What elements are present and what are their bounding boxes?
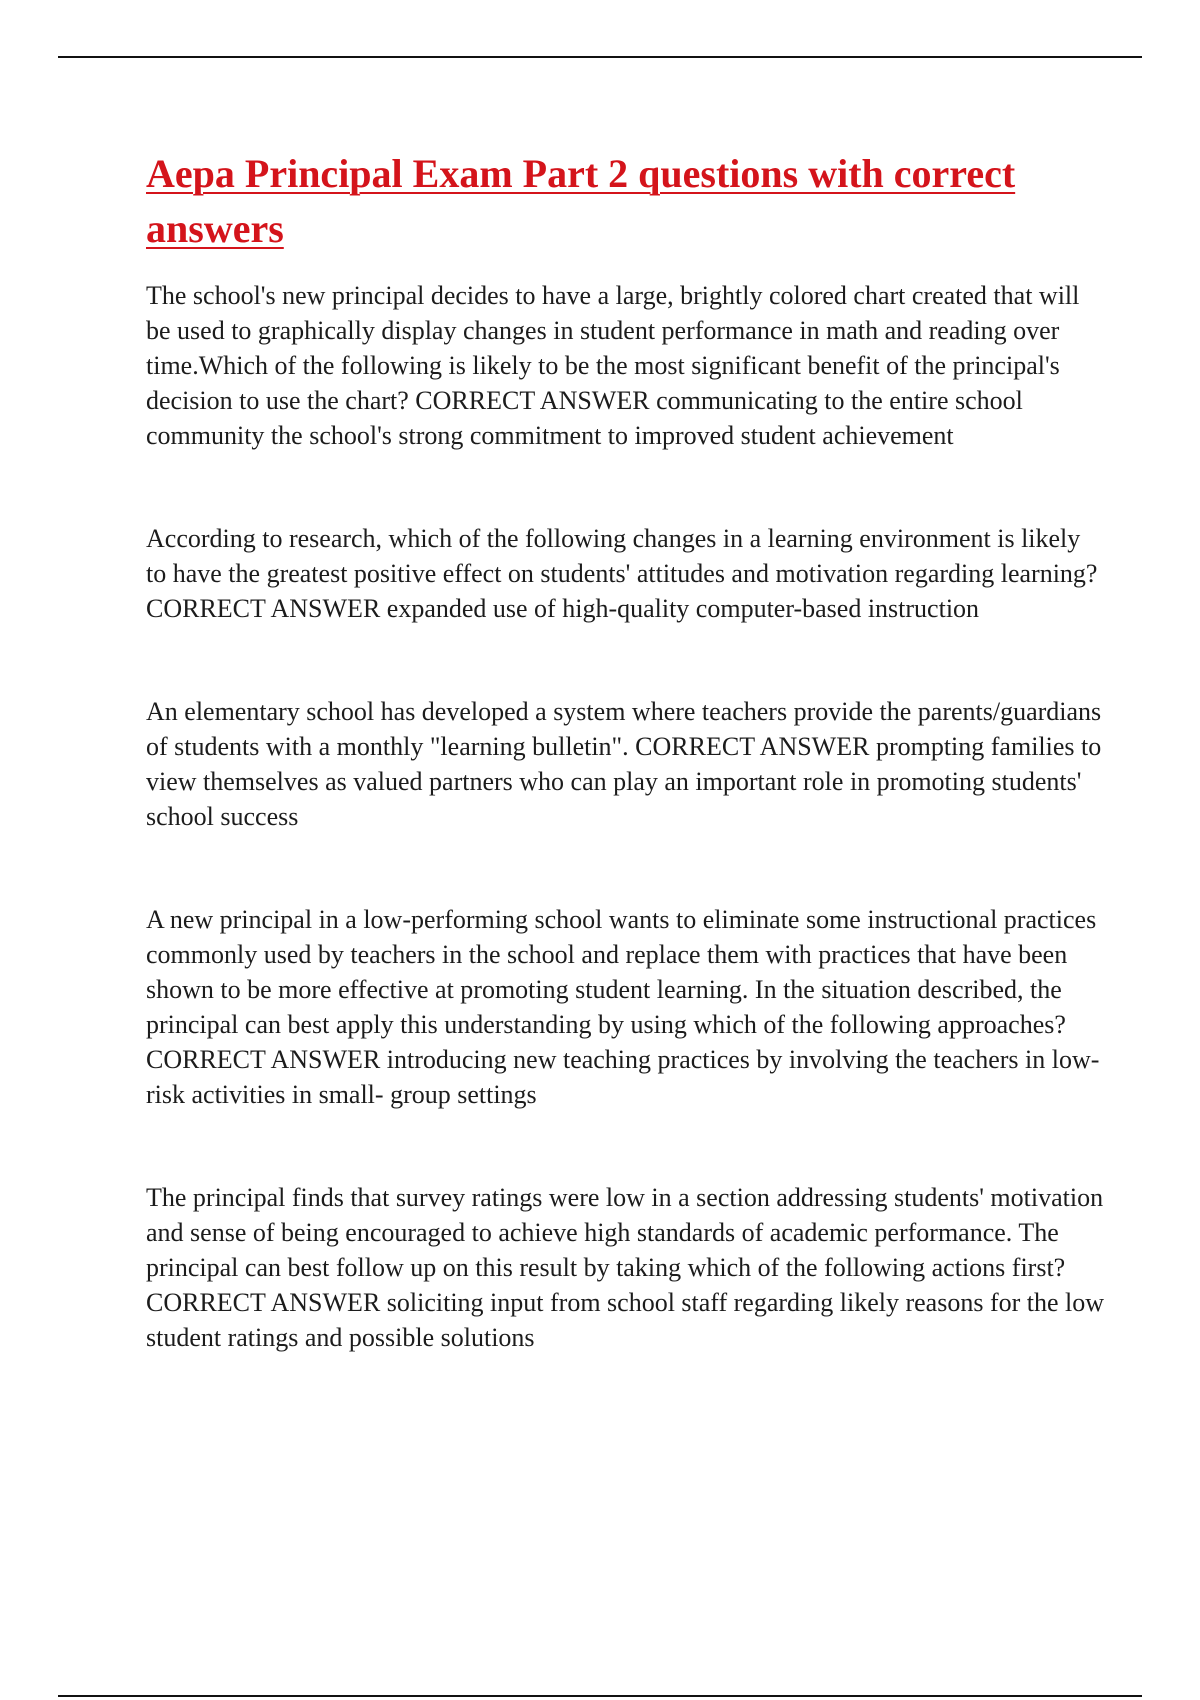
bottom-rule	[58, 1695, 1142, 1697]
top-rule	[58, 56, 1142, 58]
qa-entry-5: The principal finds that survey ratings were low in a section addressing students' motivation and sense of being encouraged to achieve high standards of academic performance. The principal can best follow up on this result by taking which of the following actions first? CORRECT ANSWER soliciting input from school staff regarding likely reasons for the low student ratings and possible solutions	[146, 1183, 1105, 1352]
document-page	[146, 146, 1106, 1423]
qa-entry-4: A new principal in a low-performing school wants to eliminate some instructional practices commonly used by teachers in the school and replace them with practices that have been shown to be more effective at promoting student learning. In the situation described, the principal can best apply this understanding by using which of the following approaches? CORRECT ANSWER introducing new teaching practices by involving the teachers in low-risk activities in small- group settings	[146, 905, 1100, 1109]
document-title: Aepa Principal Exam Part 2 questions with correct answers	[146, 151, 1016, 251]
qa-entry-2: According to research, which of the following changes in a learning environment is likely to have the greatest positive effect on students' attitudes and motivation regarding learning? CORRECT ANSWER expanded use of high-quality computer-based instruction	[146, 524, 1098, 623]
qa-entry-3: An elementary school has developed a system where teachers provide the parents/guardians of students with a monthly "learning bulletin". CORRECT ANSWER prompting families to view themselves as valued partners who can play an important role in promoting students' school success	[146, 697, 1102, 831]
qa-entry-1: The school's new principal decides to have a large, brightly colored chart created that will be used to graphically display changes in student performance in math and reading over time.Which of the following is likely to be the most significant benefit of the principal's decision to use the chart? CORRECT ANSWER communicating to the entire school community the school's strong commitment to improved student achievement	[146, 281, 1080, 450]
